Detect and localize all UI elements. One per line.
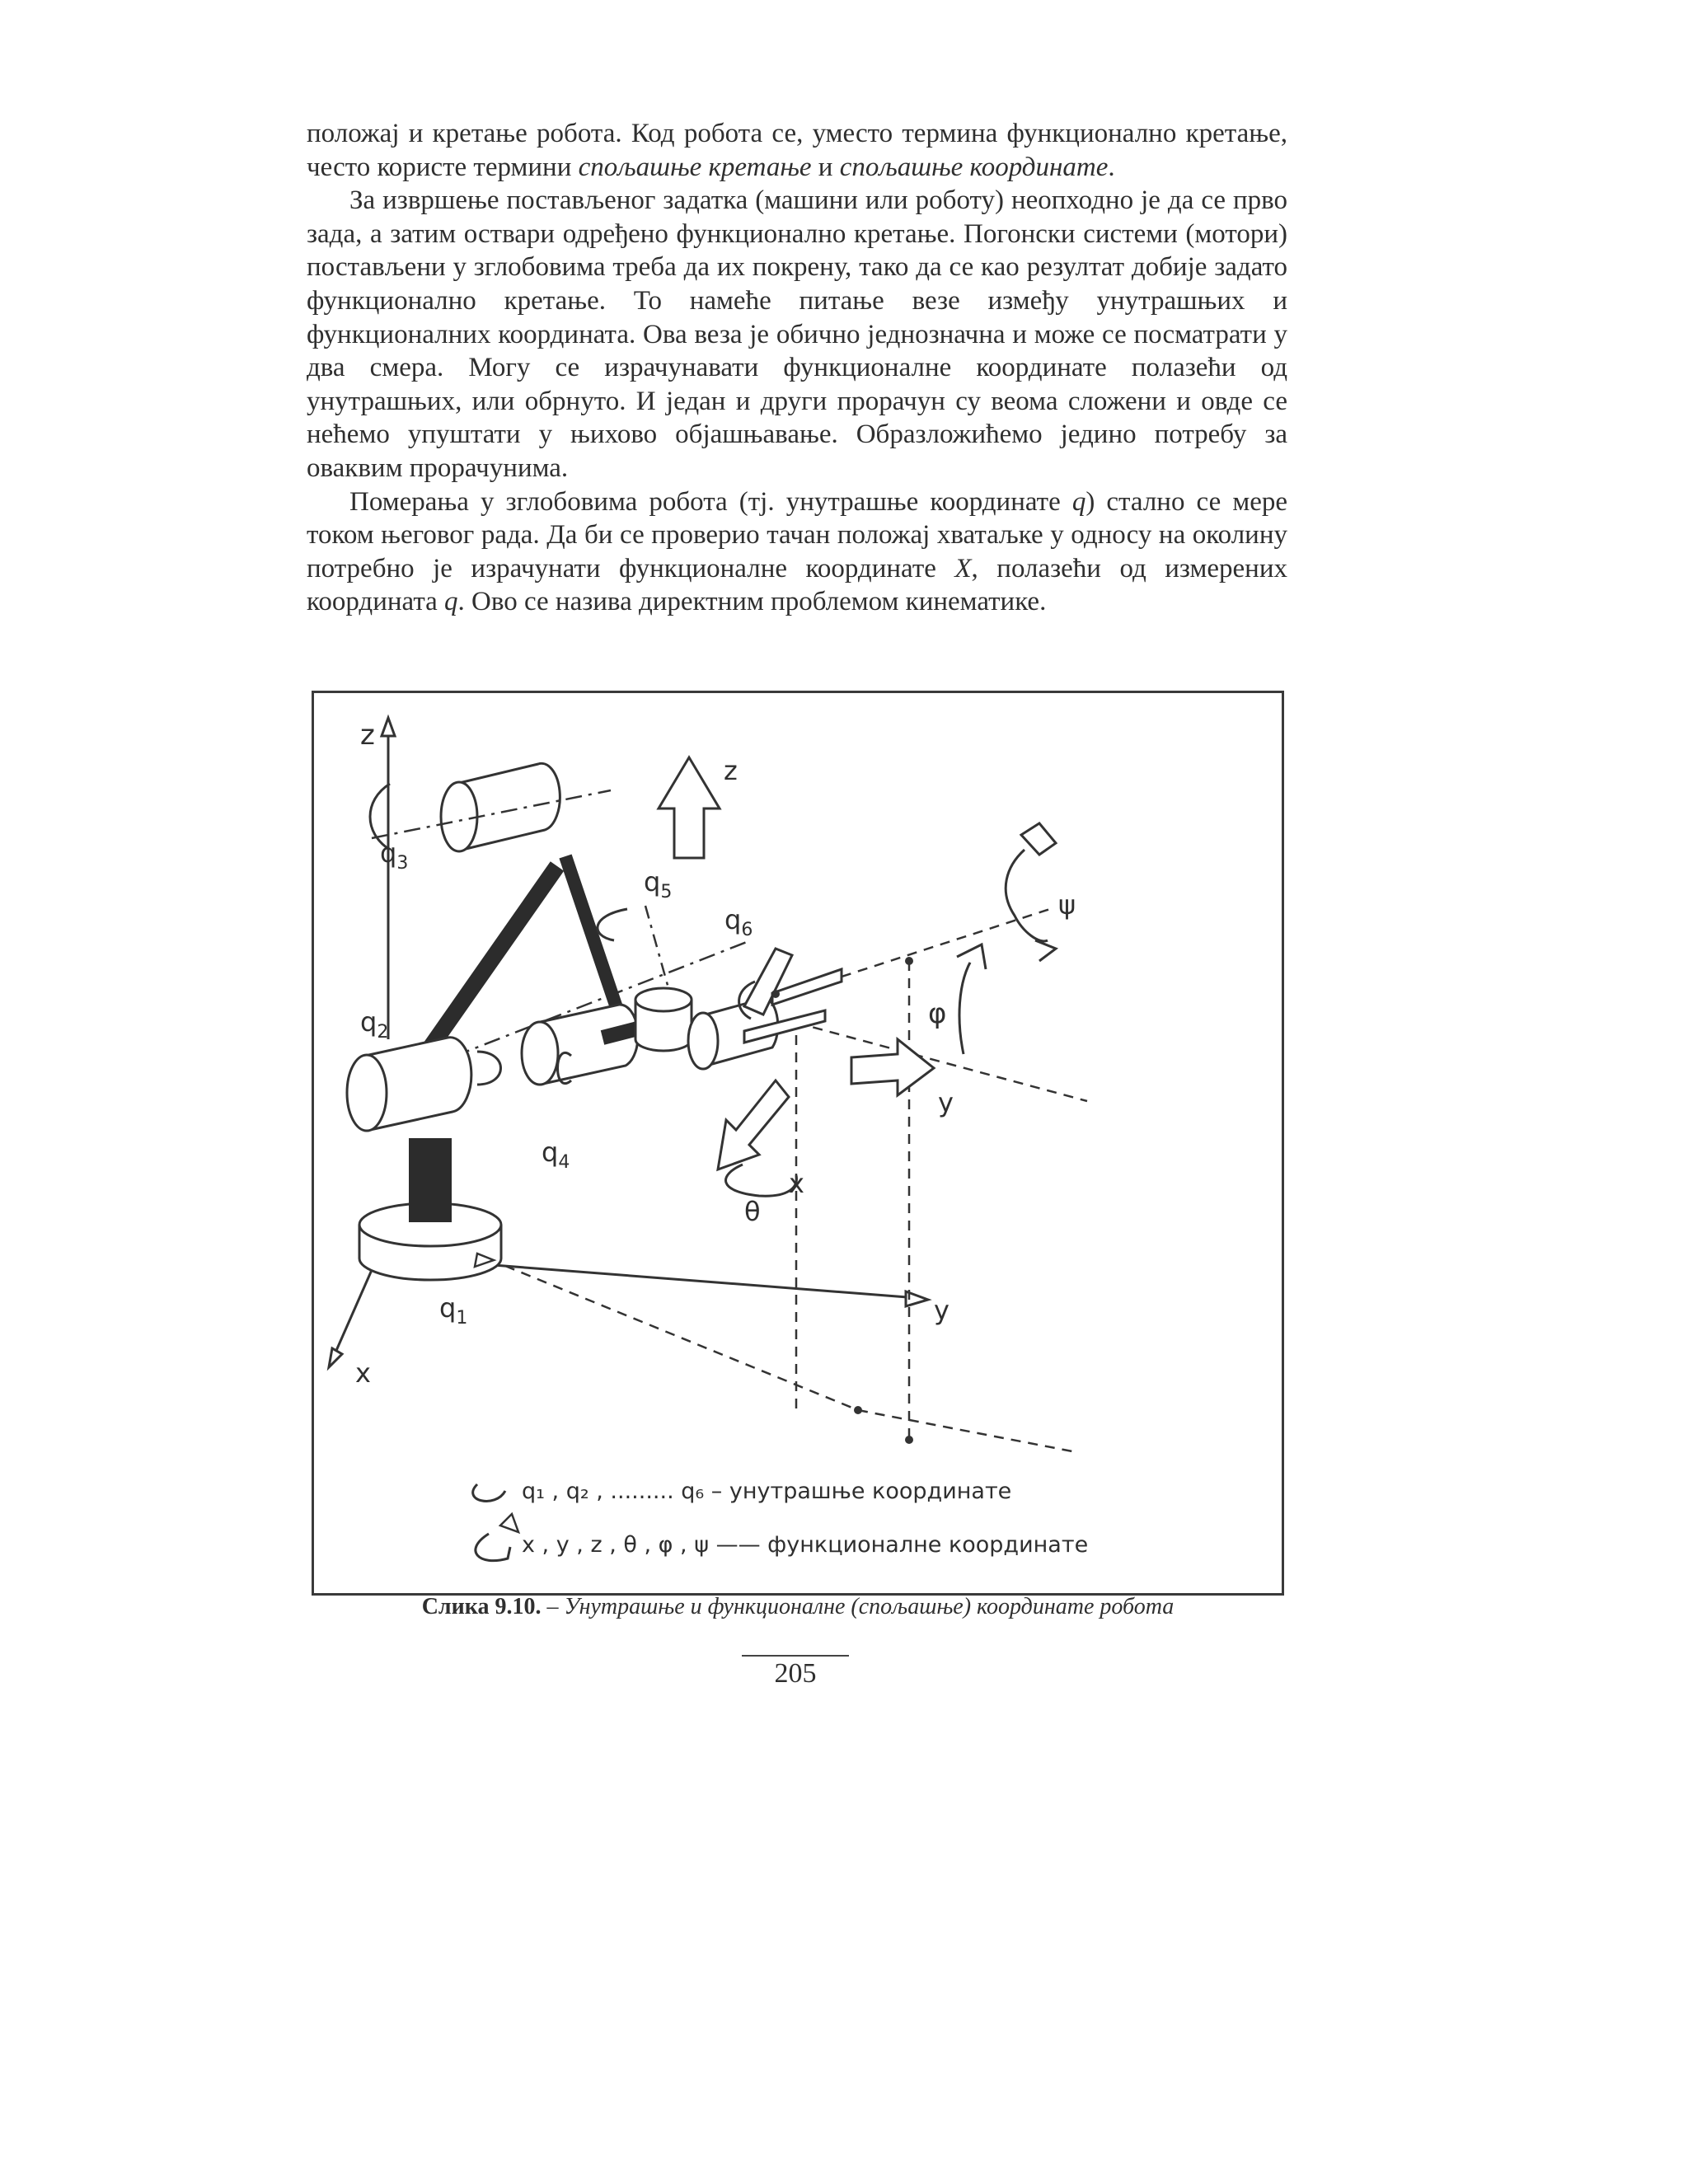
- paragraph-1: [307, 117, 1287, 184]
- page-number: 205: [742, 1655, 849, 1690]
- gripper: [744, 949, 842, 1043]
- base-axis-x: [329, 1270, 372, 1389]
- paragraph-1-conj: и: [811, 152, 840, 182]
- figure-caption: [312, 1592, 1284, 1622]
- body-text: [307, 117, 1287, 619]
- label-z-base: z: [360, 719, 375, 752]
- label-q3: $q_3$: [380, 837, 409, 874]
- legend-internal-rotation-icon: [473, 1484, 505, 1501]
- label-q6: $q_6$: [724, 904, 753, 940]
- label-theta: θ: [744, 1196, 761, 1227]
- tool-axis-x: [718, 1080, 804, 1199]
- paragraph-3-c: , полазећи од измерених координата: [307, 553, 1287, 617]
- label-phi: φ: [928, 997, 947, 1030]
- paragraph-1-lead: положај и кретање робота. Код робота се, уместо термина функционално кретање, често користе термини: [307, 119, 1287, 182]
- legend-functional-text: x , y , z , θ , φ , ψ —— функционалне координате: [522, 1532, 1089, 1558]
- rotation-q2-icon: [477, 1052, 501, 1085]
- robot-diagram: [314, 693, 1282, 1593]
- robot-coordinates-figure: [312, 691, 1284, 1596]
- rotation-theta-icon: [726, 1165, 797, 1196]
- elbow-joint: [372, 763, 611, 851]
- caption-label: Слика 9.10.: [421, 1594, 542, 1619]
- caption-title: Унутрашње и функционалне (спољашње) координате робота: [564, 1594, 1175, 1619]
- tool-axis-z: [659, 755, 738, 858]
- psi-rotation: [1006, 823, 1076, 961]
- label-q2: $q_2$: [360, 1006, 389, 1043]
- rotation-q5-icon: [598, 909, 627, 940]
- paragraph-3: [307, 485, 1287, 619]
- paragraph-3-a: Померања у зглобовима робота (тј. унутрашње координате: [349, 486, 1072, 517]
- label-q1: $q_1$: [439, 1292, 468, 1329]
- label-z-tool: z: [724, 755, 738, 786]
- base-axis-z: [360, 718, 395, 1039]
- base-axis-y: [429, 1260, 950, 1326]
- phi-rotation: [928, 944, 986, 1054]
- symbol-q-1: q: [1071, 486, 1086, 517]
- term-external-coordinates: спољашње координате: [839, 152, 1109, 182]
- label-psi: ψ: [1058, 889, 1076, 921]
- label-q5: $q_5$: [644, 866, 673, 902]
- paragraph-3-d: . Ово се назива директним проблемом кинематике.: [457, 587, 1047, 617]
- paragraph-1-end: .: [1108, 152, 1115, 182]
- term-external-motion: спољашње кретање: [578, 152, 812, 182]
- shoulder-joint: [347, 1038, 471, 1131]
- legend-functional-rotation-icon: [476, 1534, 510, 1561]
- label-x-base: x: [355, 1357, 371, 1389]
- symbol-q-2: q: [444, 587, 458, 617]
- caption-dash: –: [541, 1594, 565, 1619]
- tool-axis-y: [851, 1039, 954, 1118]
- label-y-base: y: [934, 1295, 950, 1326]
- label-y-tool: y: [938, 1087, 954, 1118]
- legend: [473, 1479, 1089, 1561]
- label-q4: $q_4$: [542, 1137, 570, 1173]
- paragraph-2: За извршење постављеног задатка (машини или роботу) неопходно је да се прво зада, а затим оствари одређено функционално кретање. Погонски системи (мотори) постављени у зглобовима треба да их покрену, тако да се као резултат добије задато функционално кретање. То намеће питање везе између унутрашњих и функционалних координата. Ова веза је обично једнозначна и може се посматрати у два смера. Могу се израчунавати функционалне координате полазећи од унутрашњих, или обрнуто. И један и други прорачун су веома сложени и овде се нећемо упуштати у њихово објашњавање. Образложићемо једино потребу за оваквим прорачунима.: [307, 185, 1287, 483]
- label-x-tool: x: [789, 1168, 804, 1199]
- base-joint: [359, 1138, 501, 1280]
- symbol-X: X: [954, 553, 972, 583]
- paragraph-3-b: ) стално се мере током његовог рада. Да би се проверио тачан положај хватаљке у односу на околину потребно је израчунати функционалне координате: [307, 486, 1287, 583]
- legend-internal-text: q₁ , q₂ , ......... q₆ – унутрашње координате: [522, 1479, 1012, 1504]
